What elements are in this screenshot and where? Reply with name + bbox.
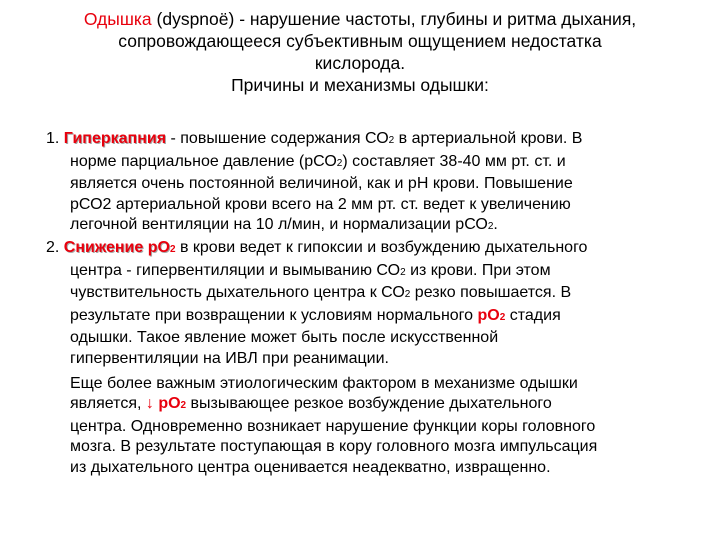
heading-line-2: сопровождающееся субъективным ощущением недостатка (118, 31, 602, 51)
term-dyspnea: Одышка (83, 9, 152, 29)
item2-text: центра - гипервентиляции и вымыванию СО (70, 261, 401, 279)
item2-line-5: одышки. Такое явление может быть после искусственной (70, 329, 499, 347)
item2-line-4 (70, 306, 700, 329)
item1-line-1 (46, 129, 700, 152)
list-item-hypoxemia (46, 238, 700, 370)
po2-highlight: рО (477, 306, 500, 324)
item2-line-2 (70, 261, 700, 284)
subscript: 2 (499, 311, 506, 323)
body-text (46, 129, 700, 479)
para-line-3: центра. Одновременно возникает нарушение функции коры головного (70, 417, 596, 435)
item1-line-5 (70, 215, 700, 238)
down-arrow-icon: ↓ (145, 395, 154, 413)
subscript: 2 (180, 400, 187, 412)
heading-line-3: кислорода. (314, 53, 406, 73)
subscript: 2 (169, 243, 176, 255)
term-decrease: Снижение (63, 238, 144, 256)
para-line-4: мозга. В результате поступающая в кору головного мозга импульсация (70, 438, 598, 456)
item1-text: ) составляет 38-40 мм рт. ст. и (342, 152, 566, 170)
subscript: 2 (487, 221, 494, 233)
item2-line-1 (46, 238, 700, 261)
item1-text: легочной вентиляции на 10 л/мин, и нормализации рСО (70, 216, 488, 234)
item2-text: результате при возвращении к условиям нормального (70, 306, 478, 324)
subscript: 2 (388, 135, 395, 146)
item1-text: . (493, 216, 498, 234)
term-hypercapnia: Гиперкапния (63, 130, 167, 147)
item2-number: 2. (46, 238, 64, 256)
item2-text: стадия (505, 306, 561, 324)
etiology-paragraph (46, 374, 700, 479)
para-text: вызывающее резкое возбуждение дыхательного (186, 395, 552, 413)
item1-text: - повышение содержания СО (166, 130, 389, 147)
para-line-5: из дыхательного центра оценивается неадекватно, извращенно. (70, 458, 551, 476)
item1-line-2 (70, 152, 700, 175)
heading-subtitle: Причины и механизмы одышки: (231, 75, 489, 95)
item1-text: норме парциальное давление (рСО (70, 152, 337, 170)
item1-line-4: рСО2 артериальной крови всего на 2 мм рт. ст. ведет к увеличению (70, 195, 571, 213)
item1-text: в артериальной крови. В (394, 130, 583, 147)
para-line-1: Еще более важным этиологическим фактором в механизме одышки (70, 374, 578, 392)
item1-number: 1. (46, 130, 64, 147)
heading-definition: (dyspnoë) - нарушение частоты, глубины и ритма дыхания, (151, 9, 637, 29)
item2-text: резко повышается. В (410, 284, 572, 302)
item2-text: из крови. При этом (405, 261, 551, 279)
po2-highlight: рО (153, 395, 181, 413)
item2-text: в крови ведет к гипоксии и возбуждению дыхательного (175, 238, 588, 256)
subscript: 2 (400, 266, 406, 278)
subscript: 2 (336, 157, 343, 169)
item2-line-3 (70, 283, 700, 306)
list-item-hypercapnia (46, 129, 700, 238)
slide-heading (20, 8, 700, 96)
term-po2: рО (147, 238, 170, 256)
subscript: 2 (404, 289, 411, 301)
para-text: является, (70, 395, 146, 413)
heading-line-1 (20, 8, 700, 30)
para-line-2 (70, 394, 700, 417)
item2-line-6: гипервентиляции на ИВЛ при реанимации. (70, 349, 389, 367)
item1-line-3: является очень постоянной величиной, как и рН крови. Повышение (70, 175, 573, 193)
item2-text: чувствительность дыхательного центра к СО (70, 284, 405, 302)
